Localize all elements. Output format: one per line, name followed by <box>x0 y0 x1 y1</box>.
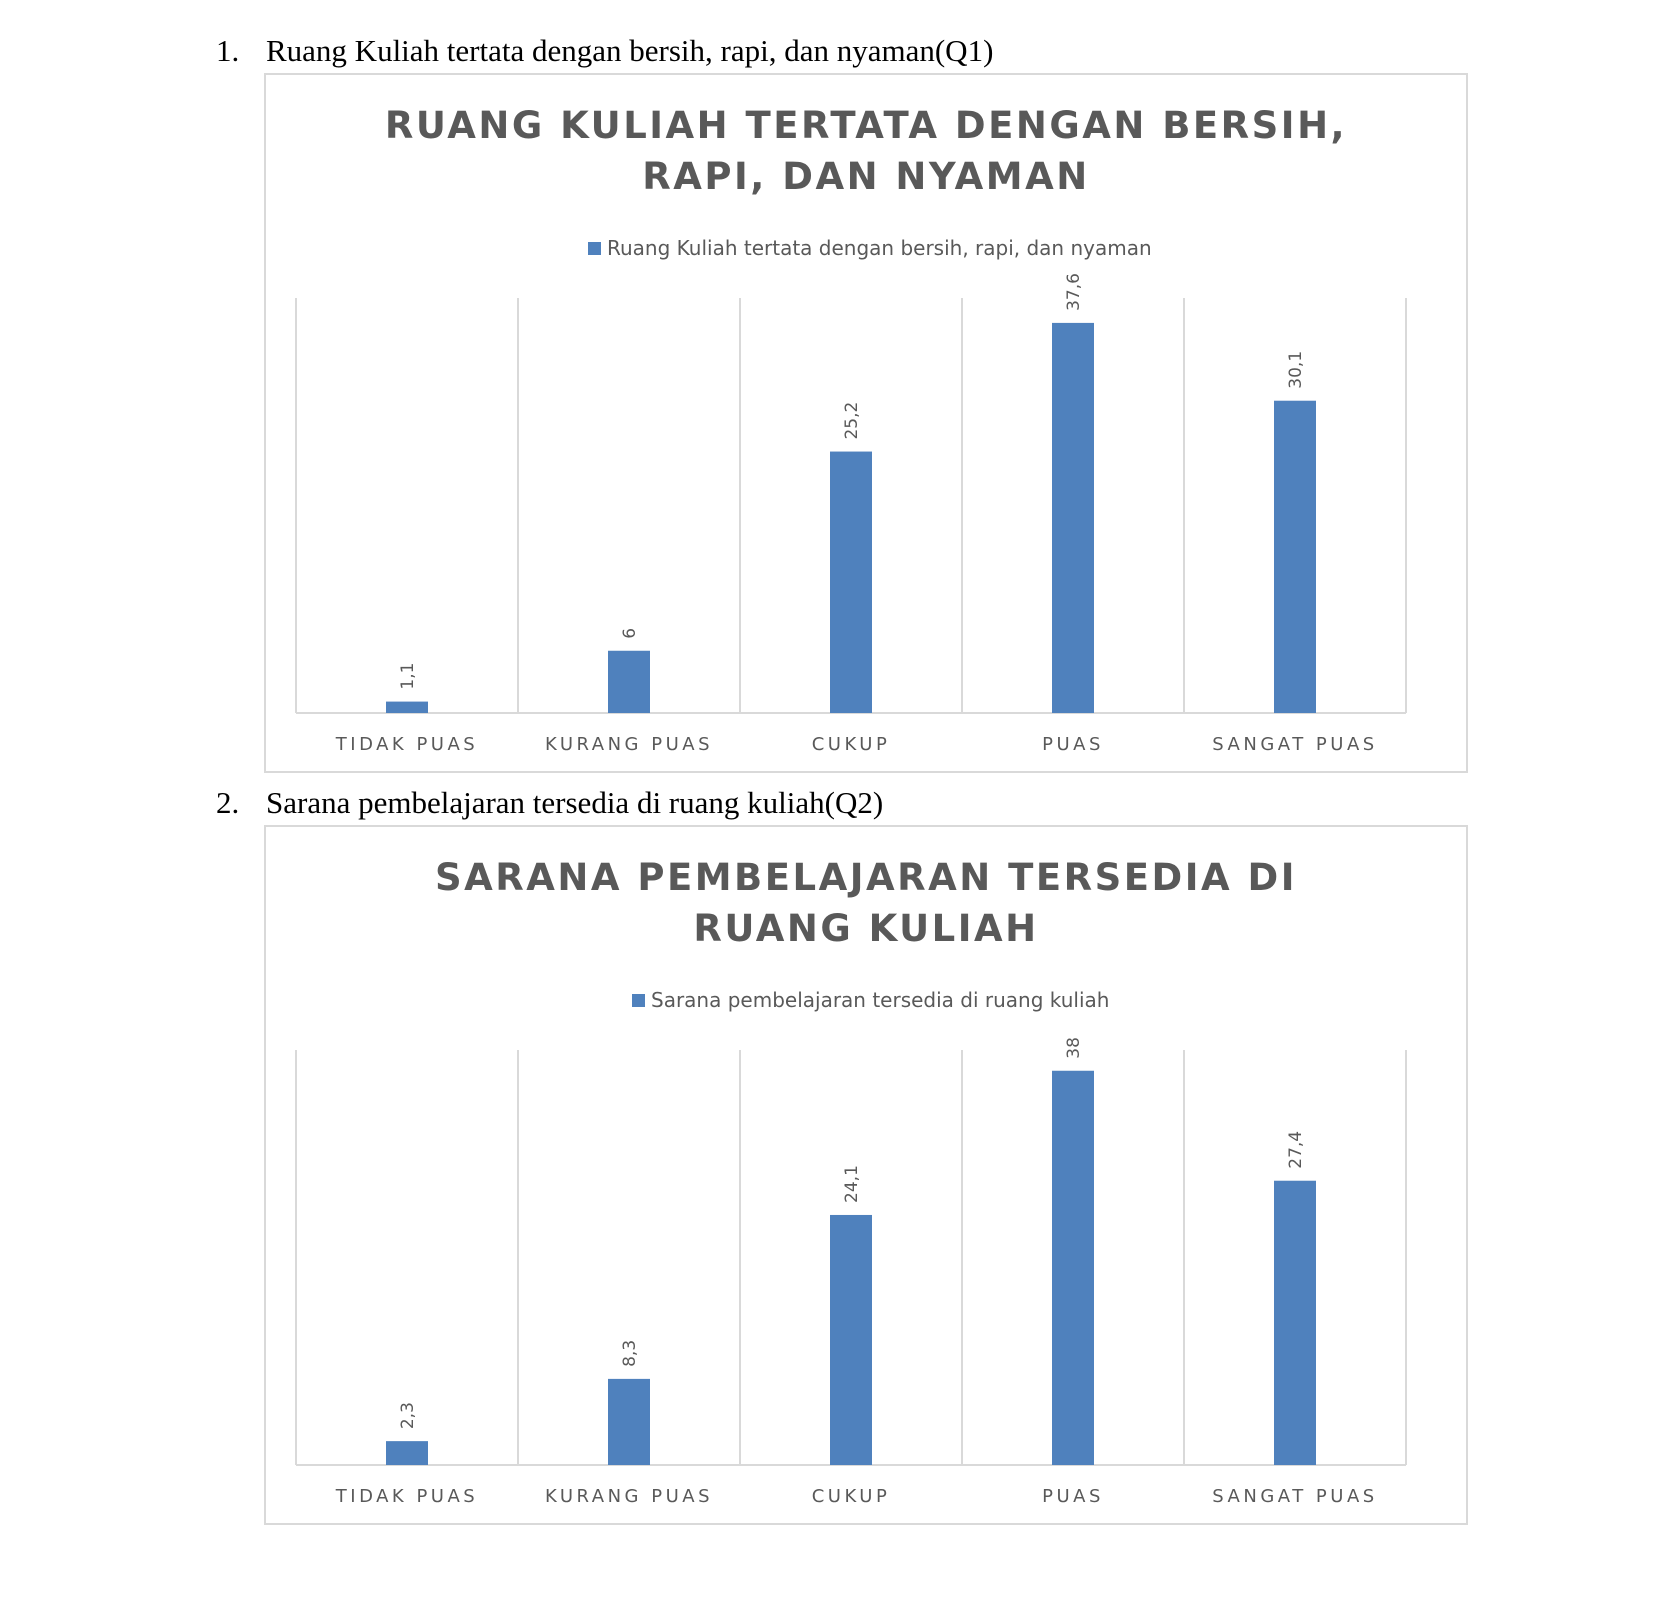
data-label: 30,1 <box>1286 350 1306 389</box>
legend-label: Sarana pembelajaran tersedia di ruang kuliah <box>651 988 1110 1012</box>
chart-title-line-2: RAPI, DAN NYAMAN <box>642 155 1090 198</box>
bar <box>830 1215 872 1465</box>
section-number: 1. <box>216 33 240 68</box>
chart-2 <box>264 825 1468 1525</box>
plot-area <box>296 1037 1406 1507</box>
data-label: 6 <box>620 627 640 639</box>
bar <box>1274 1181 1316 1465</box>
category-label: PUAS <box>1042 734 1104 755</box>
bar <box>608 651 650 713</box>
category-label: CUKUP <box>811 1486 891 1507</box>
bar-chart-svg <box>266 827 1466 1523</box>
bar <box>830 452 872 713</box>
category-label: SANGAT PUAS <box>1212 1486 1378 1507</box>
chart-title-line-2: RUANG KULIAH <box>693 907 1039 950</box>
data-label: 1,1 <box>398 662 418 690</box>
section-heading-2 <box>216 785 883 821</box>
data-label: 8,3 <box>620 1339 640 1367</box>
category-label: KURANG PUAS <box>545 1486 713 1507</box>
category-label: SANGAT PUAS <box>1212 734 1378 755</box>
bar <box>1274 401 1316 713</box>
data-label: 25,2 <box>842 401 862 440</box>
chart-title-line-1: RUANG KULIAH TERTATA DENGAN BERSIH, <box>384 104 1348 147</box>
section-heading-1 <box>216 33 993 69</box>
category-label: TIDAK PUAS <box>335 734 479 755</box>
bar <box>386 702 428 713</box>
bar <box>1052 1071 1094 1465</box>
section-number: 2. <box>216 785 240 820</box>
bar <box>386 1441 428 1465</box>
data-label: 2,3 <box>398 1402 418 1430</box>
legend-swatch <box>632 994 645 1007</box>
section-title: Sarana pembelajaran tersedia di ruang kuliah(Q2) <box>266 785 884 820</box>
chart-1 <box>264 73 1468 773</box>
data-label: 27,4 <box>1286 1130 1306 1169</box>
chart-title-line-1: SARANA PEMBELAJARAN TERSEDIA DI <box>434 856 1298 899</box>
section-title: Ruang Kuliah tertata dengan bersih, rapi, dan nyaman(Q1) <box>266 33 994 68</box>
category-label: PUAS <box>1042 1486 1104 1507</box>
data-label: 38 <box>1064 1037 1084 1059</box>
category-label: KURANG PUAS <box>545 734 713 755</box>
data-label: 37,6 <box>1064 273 1084 311</box>
plot-area <box>296 273 1406 755</box>
bar <box>608 1379 650 1465</box>
category-label: TIDAK PUAS <box>335 1486 479 1507</box>
category-label: CUKUP <box>811 734 891 755</box>
bar <box>1052 323 1094 713</box>
legend-label: Ruang Kuliah tertata dengan bersih, rapi, dan nyaman <box>607 236 1152 260</box>
data-label: 24,1 <box>842 1165 862 1203</box>
bar-chart-svg <box>266 75 1466 771</box>
legend-swatch <box>588 242 601 255</box>
